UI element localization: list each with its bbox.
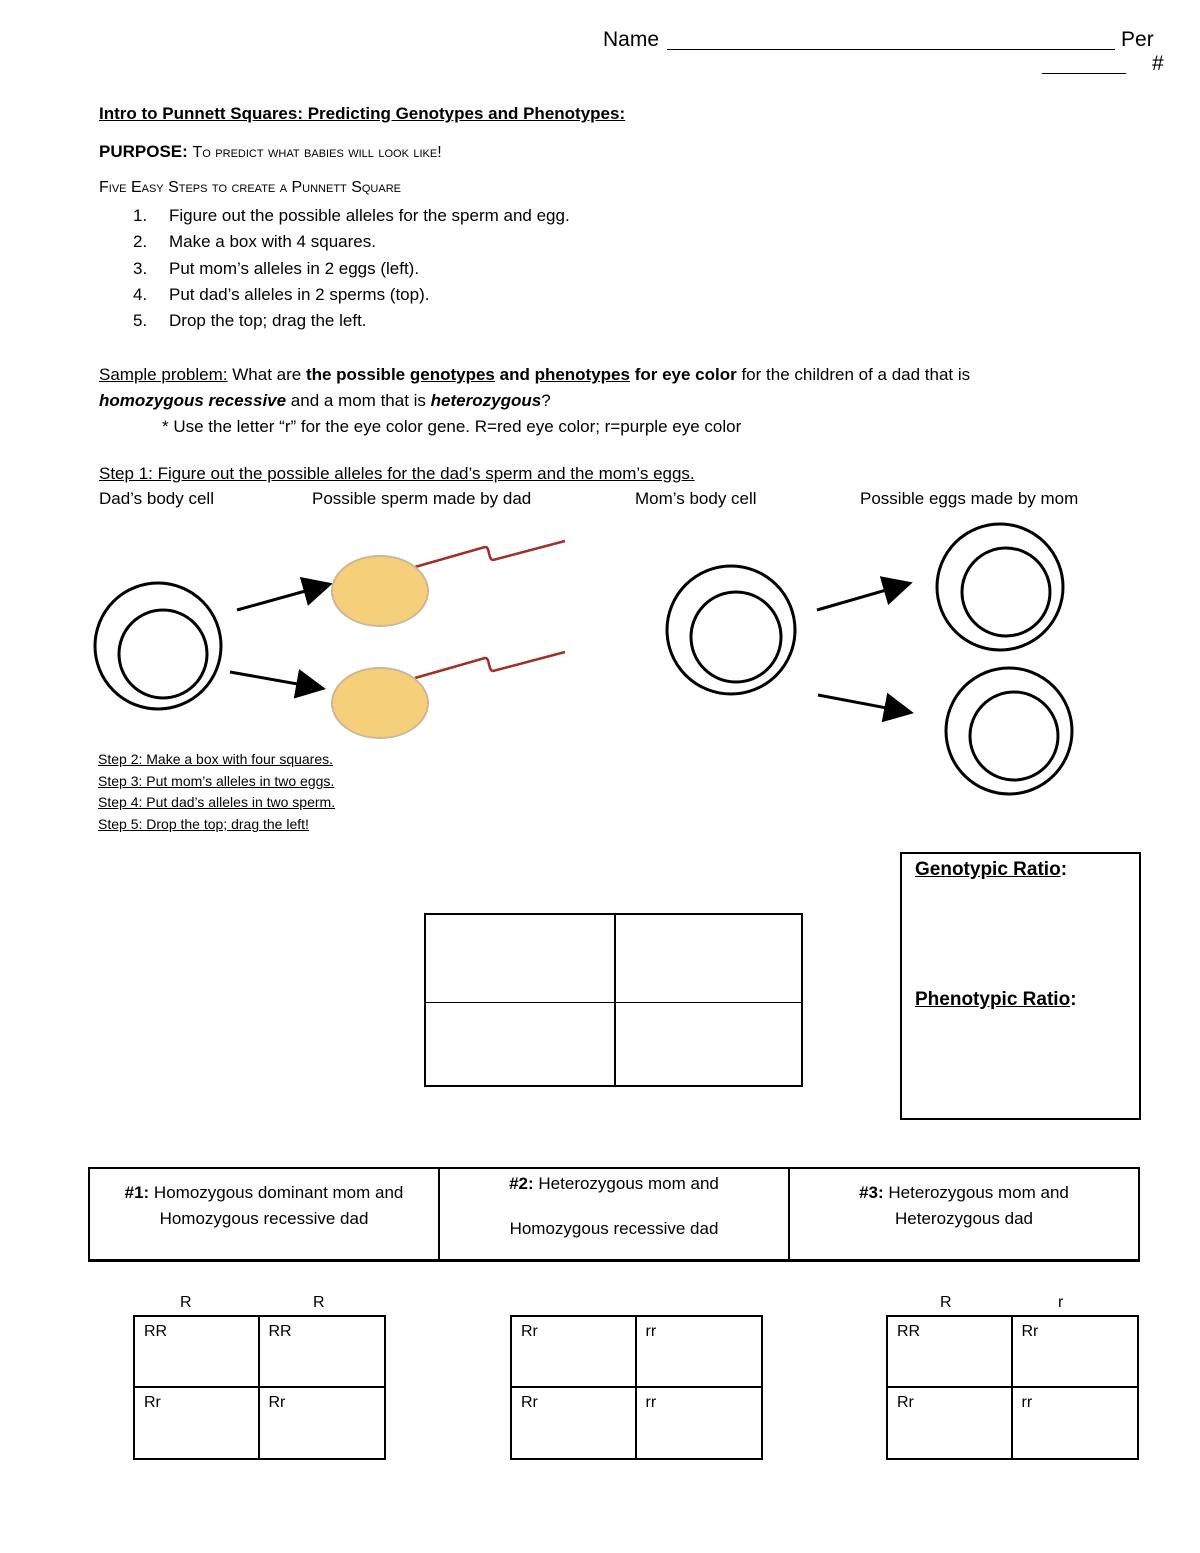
punnett-cell[interactable]: Rr: [1013, 1317, 1138, 1388]
main-punnett-square[interactable]: [424, 913, 803, 1087]
problem-3-line2: Heterozygous dad: [895, 1209, 1033, 1228]
problem-3-line1: [790, 1183, 1138, 1203]
punnett-cell[interactable]: Rr: [888, 1388, 1013, 1459]
step-number: 5.: [133, 311, 148, 330]
problem-2-line2: Homozygous recessive dad: [509, 1219, 719, 1238]
per-label: Per: [1121, 28, 1154, 51]
step2-instruction: Step 2: Make a box with four squares.: [98, 751, 334, 767]
problem-3-cell: [790, 1169, 1138, 1259]
punnett-1-top-allele: R: [180, 1294, 192, 1311]
sample-note: * Use the letter “r” for the eye color gene. R=red eye color; r=purple eye color: [162, 417, 742, 436]
sample-text: heterozygous: [430, 391, 542, 410]
sample-text: ?: [541, 391, 551, 410]
possible-sperm-label: Possible sperm made by dad: [312, 489, 532, 508]
egg-2: [946, 668, 1072, 794]
name-label: Name: [603, 28, 660, 51]
purpose-text: To predict what babies will look like!: [192, 144, 442, 161]
problem-text: Heterozygous mom and: [888, 1183, 1069, 1202]
problem-2-cell: [440, 1169, 790, 1259]
punnett-cell[interactable]: rr: [637, 1317, 762, 1388]
punnett-square-2[interactable]: [510, 1315, 763, 1460]
colon: :: [1070, 989, 1077, 1010]
punnett-cell[interactable]: Rr: [268, 1393, 286, 1411]
sample-text: the possible: [305, 365, 410, 384]
hash-label: #: [1152, 52, 1164, 75]
sample-text: What are: [227, 365, 306, 384]
sample-text: for the children of a dad that is: [736, 365, 971, 384]
punnett-cell[interactable]: RR: [260, 1317, 385, 1388]
punnett-cell[interactable]: Rr: [135, 1388, 260, 1459]
problems-table: [88, 1167, 1140, 1262]
punnett-cell[interactable]: rr: [1021, 1393, 1033, 1411]
sample-text: for eye color: [629, 365, 737, 384]
arrow-to-sperm-1: [237, 585, 327, 610]
problem-1-cell: [90, 1169, 440, 1259]
punnett-1-top-allele: R: [313, 1294, 325, 1311]
step3-instruction: Step 3: Put mom’s alleles in two eggs.: [98, 773, 335, 789]
step1-heading: Step 1: Figure out the possible alleles for the dad’s sperm and the mom’s eggs.: [99, 464, 695, 483]
punnett-3-top-allele: R: [940, 1294, 952, 1311]
arrow-to-egg-1: [817, 584, 907, 610]
punnett-cell[interactable]: rr: [645, 1393, 657, 1411]
punnett-cell[interactable]: RR: [888, 1317, 1013, 1388]
phenotypic-ratio-text: Phenotypic Ratio: [915, 989, 1071, 1010]
sample-text: homozygous recessive: [99, 391, 287, 410]
dad-body-cell: [95, 583, 221, 709]
punnett-cell[interactable]: Rr: [512, 1317, 637, 1388]
problem-2-line1: [440, 1174, 788, 1194]
problem-text: Heterozygous mom and: [538, 1174, 719, 1193]
punnett-3-top-allele: r: [1058, 1294, 1064, 1311]
problem-1-line2: Homozygous recessive dad: [159, 1209, 369, 1228]
arrow-to-sperm-2: [230, 672, 320, 688]
punnett-cell[interactable]: Rr: [512, 1388, 637, 1459]
problem-1-line1: [90, 1183, 438, 1203]
genotypic-ratio-label: [915, 859, 1067, 881]
step-text: Put dad’s alleles in 2 sperms (top).: [169, 285, 430, 304]
ratio-box[interactable]: [900, 852, 1141, 1120]
punnett-square-3[interactable]: [886, 1315, 1139, 1460]
colon: :: [1060, 859, 1068, 880]
genotypes-term: genotypes: [409, 365, 495, 384]
page-title: Intro to Punnett Squares: Predicting Genotypes and Phenotypes:: [99, 104, 626, 123]
step-text: Figure out the possible alleles for the sperm and egg.: [169, 206, 570, 225]
phenotypes-term: phenotypes: [534, 365, 630, 384]
step-number: 3.: [133, 259, 148, 278]
punnett-square-1[interactable]: [133, 1315, 386, 1460]
problem-number: #1:: [124, 1183, 150, 1202]
possible-eggs-label: Possible eggs made by mom: [860, 489, 1079, 508]
problem-text: Homozygous dominant mom and: [153, 1183, 404, 1202]
step-number: 1.: [133, 206, 148, 225]
dad-body-cell-label: Dad’s body cell: [99, 489, 214, 508]
sperm-1: [332, 541, 565, 626]
punnett-cell[interactable]: RR: [135, 1317, 260, 1388]
sample-text: and: [494, 365, 535, 384]
five-steps-heading: Five Easy Steps to create a Punnett Square: [99, 179, 401, 196]
sample-text: and a mom that is: [286, 391, 431, 410]
purpose-label: PURPOSE:: [99, 142, 188, 161]
egg-1: [937, 524, 1063, 650]
step5-instruction: Step 5: Drop the top; drag the left!: [98, 816, 309, 832]
step4-instruction: Step 4: Put dad’s alleles in two sperm.: [98, 794, 336, 810]
problem-number: #3:: [859, 1183, 884, 1202]
phenotypic-ratio-label: [915, 989, 1077, 1011]
genotypic-ratio-text: Genotypic Ratio: [915, 859, 1061, 880]
problem-number: #2:: [509, 1174, 534, 1193]
step-number: 2.: [133, 232, 148, 251]
mom-body-cell: [667, 566, 795, 694]
step-text: Put mom’s alleles in 2 eggs (left).: [169, 259, 420, 278]
step-text: Make a box with 4 squares.: [169, 232, 376, 251]
arrow-to-egg-2: [818, 695, 908, 712]
step-text: Drop the top; drag the left.: [169, 311, 367, 330]
mom-body-cell-label: Mom’s body cell: [635, 489, 757, 508]
sperm-2: [332, 652, 565, 738]
sample-label: Sample problem:: [99, 365, 228, 384]
step-number: 4.: [133, 285, 148, 304]
